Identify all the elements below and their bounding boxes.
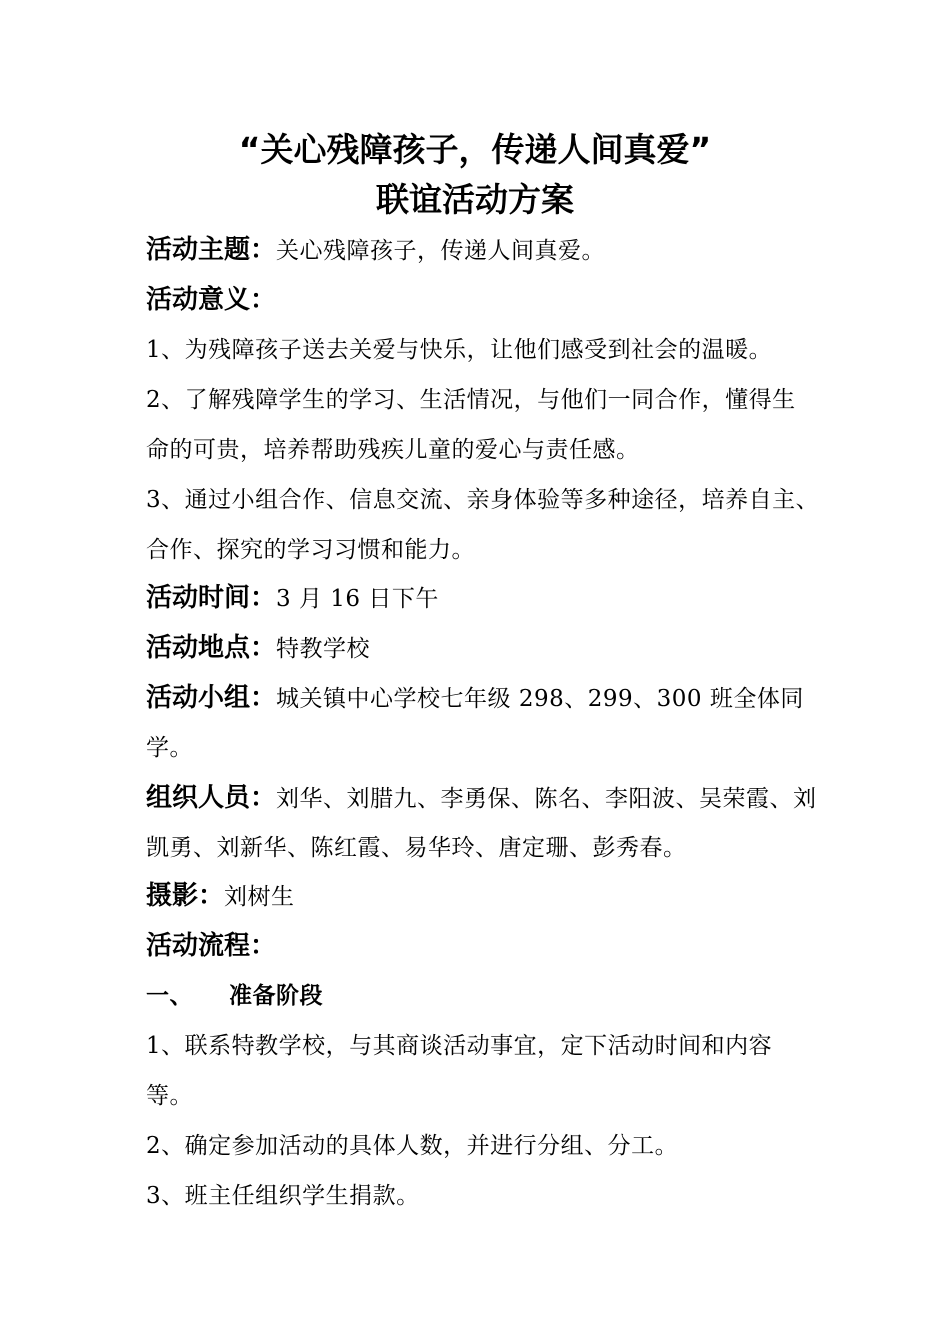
organizers-line (146, 782, 817, 815)
step-1-line-1: 1、联系特教学校，与其商谈活动事宜，定下活动时间和内容 (146, 1033, 773, 1059)
group-label: 活动小组： (146, 683, 277, 713)
photography-line (146, 880, 295, 913)
time-value: 3 月 16 日下午 (276, 586, 439, 612)
photography-value: 刘树生 (224, 884, 295, 910)
meaning-item-3-line-1: 3、通过小组合作、信息交流、亲身体验等多种途径，培养自主、 (146, 487, 820, 513)
theme-value: 关心残障孩子，传递人间真爱。 (276, 238, 606, 264)
place-value: 特教学校 (276, 636, 371, 662)
process-line (146, 930, 276, 963)
stage-1-title: 准备阶段 (229, 983, 323, 1009)
document-title: “关心残障孩子，传递人间真爱” (238, 130, 712, 169)
meaning-item-2-line-1: 2、了解残障学生的学习、生活情况，与他们一同合作，懂得生 (146, 387, 796, 413)
time-label: 活动时间： (146, 583, 277, 613)
process-label: 活动流程： (146, 931, 277, 961)
organizers-value-line-2: 凯勇、刘新华、陈红霞、易华玲、唐定珊、彭秀春。 (146, 835, 687, 861)
organizers-value-line-1: 刘华、刘腊九、李勇保、陈名、李阳波、吴荣霞、刘 (276, 786, 817, 812)
step-2: 2、确定参加活动的具体人数，并进行分组、分工。 (146, 1133, 679, 1159)
stage-1-number: 一、 (146, 983, 193, 1009)
meaning-item-2-line-2: 命的可贵，培养帮助残疾儿童的爱心与责任感。 (146, 437, 640, 463)
meaning-item-1: 1、为残障孩子送去关爱与快乐，让他们感受到社会的温暖。 (146, 337, 773, 363)
step-3: 3、班主任组织学生捐款。 (146, 1183, 420, 1209)
place-line (146, 632, 370, 665)
step-1-line-2: 等。 (146, 1083, 193, 1109)
place-label: 活动地点： (146, 633, 277, 663)
stage-1-heading (146, 980, 323, 1012)
photography-label: 摄影： (146, 881, 225, 911)
group-line (146, 682, 804, 715)
meaning-line (146, 284, 276, 317)
time-line (146, 582, 439, 615)
meaning-label: 活动意义： (146, 285, 277, 315)
group-value-line-2: 学。 (146, 735, 193, 761)
group-value-line-1: 城关镇中心学校七年级 298、299、300 班全体同 (276, 686, 804, 712)
organizers-label: 组织人员： (146, 783, 277, 813)
theme-line (146, 234, 605, 267)
theme-label: 活动主题： (146, 235, 277, 265)
meaning-item-3-line-2: 合作、探究的学习习惯和能力。 (146, 537, 475, 563)
document-subtitle: 联谊活动方案 (376, 180, 574, 219)
